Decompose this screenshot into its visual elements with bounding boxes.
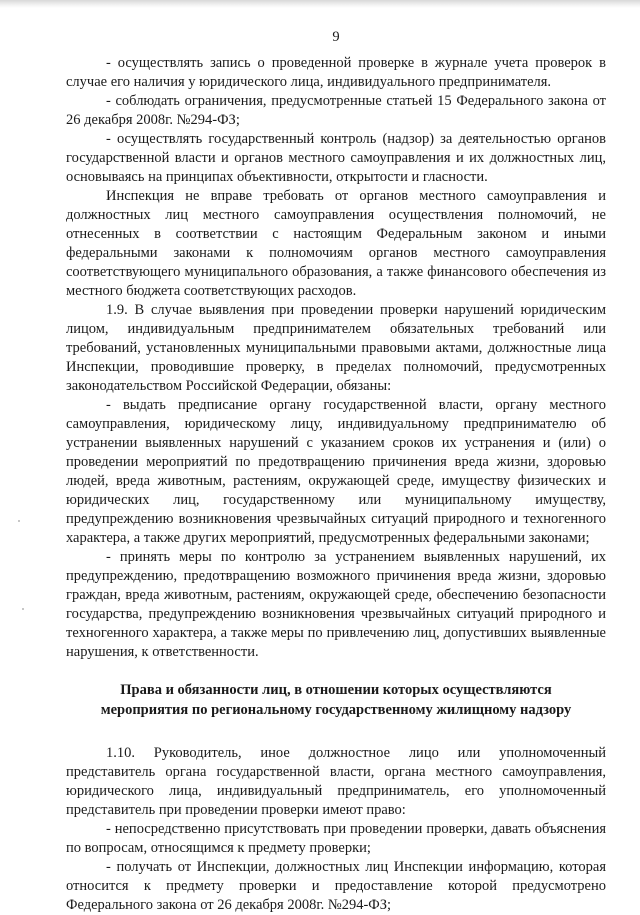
section-heading-line: мероприятия по региональному государственному жилищному надзору [100,702,572,718]
body-text-top [66,54,606,662]
scan-top-edge [0,0,640,8]
paragraph: - выдать предписание органу государственной власти, органу местного самоуправления, юридическому лицу, индивидуальному предпринимателю об устранении выявленных нарушений с указанием сроков их устранения и (или) о проведении мероприятий по предотвращению причинения вреда жизни, здоровью людей, вреда животным, растениям, окружающей среде, имуществу физических и юридических лиц, государственному или муниципальному имуществу, предупреждению возникновения чрезвычайных ситуаций природного и техногенного характера, а также других мероприятий, предусмотренных федеральными законами; [66,397,606,546]
section-heading [66,680,606,720]
paragraph: - соблюдать ограничения, предусмотренные статьей 15 Федерального закона от 26 декабря 2008г. №294-ФЗ; [66,93,606,128]
paragraph: 1.10. Руководитель, иное должностное лицо или уполномоченный представитель органа государственной власти, органа местного самоуправления, юридического лица, индивидуальный предприниматель, его уполномоченный представитель при проведении проверки имеют право: [66,745,606,818]
paragraph: - осуществлять государственный контроль (надзор) за деятельностью органов государственной власти и органов местного самоуправления и их должностных лиц, основываясь на принципах объективности, открытости и гласности. [66,131,606,185]
paragraph: Инспекция не вправе требовать от органов местного самоуправления и должностных лиц местного самоуправления осуществления полномочий, не отнесенных в соответствии с настоящим Федеральным законом и иными федеральными законами к полномочиям органов местного самоуправления соответствующего муниципального образования, а также финансового обеспечения из местного бюджета соответствующих расходов. [66,188,606,299]
paragraph: 1.9. В случае выявления при проведении проверки нарушений юридическим лицом, индивидуальным предпринимателем обязательных требований или требований, установленных муниципальными правовыми актами, должностные лица Инспекции, проводившие проверку, в пределах полномочий, предусмотренных законодательством Российской Федерации, обязаны: [66,302,606,394]
paragraph: - непосредственно присутствовать при проведении проверки, давать объяснения по вопросам, относящимся к предмету проверки; [66,821,606,856]
scan-speck [22,608,24,610]
paragraph: - принять меры по контролю за устранением выявленных нарушений, их предупреждению, предотвращению возможного причинения вреда жизни, здоровью граждан, вреда животным, растениям, окружающей среде, обеспечению безопасности государства, предупреждению возникновения чрезвычайных ситуаций природного и техногенного характера, а также меры по привлечению лиц, допустивших выявленные нарушения, к ответственности. [66,549,606,660]
body-text-bottom [66,744,606,915]
paragraph: - получать от Инспекции, должностных лиц Инспекции информацию, которая относится к предмету проверки и предоставление которой предусмотрено Федерального закона от 26 декабря 2008г. №294-ФЗ; [66,859,606,913]
scan-speck [18,520,20,522]
document-page [66,28,606,915]
section-heading-line: Права и обязанности лиц, в отношении которых осуществляются [120,682,552,698]
page-number: 9 [332,29,340,45]
paragraph: - осуществлять запись о проведенной проверке в журнале учета проверок в случае его наличия у юридического лица, индивидуального предпринимателя. [66,55,606,90]
